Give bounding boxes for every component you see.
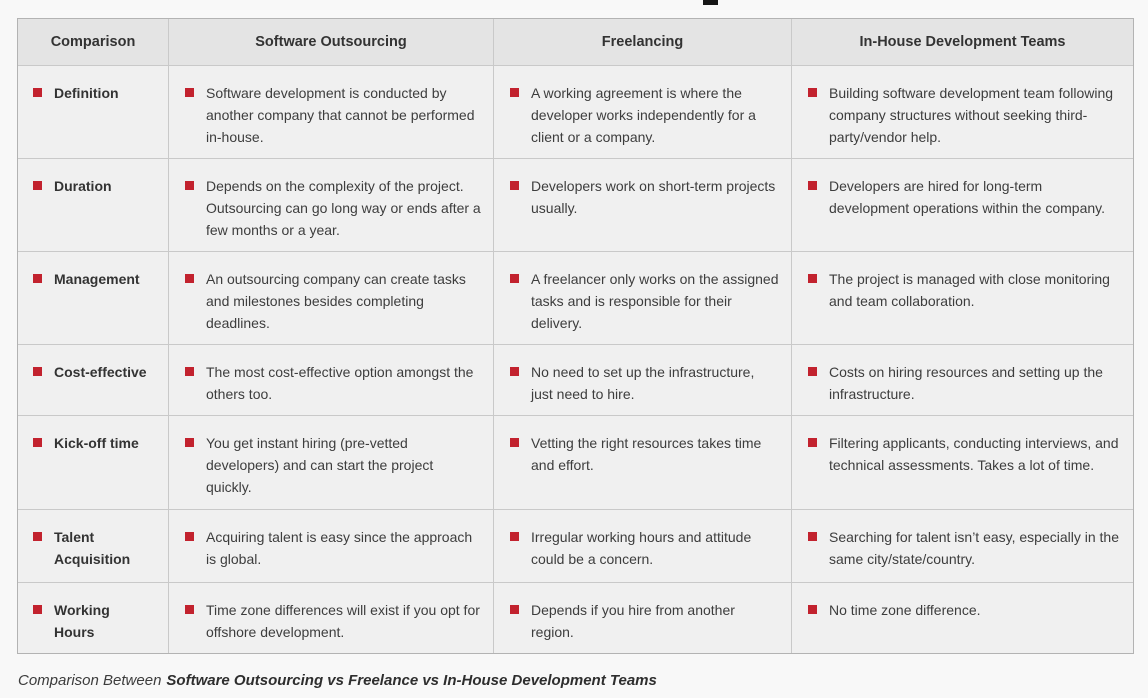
bullet-icon — [808, 532, 817, 541]
cell-text: Depends if you hire from another region. — [531, 602, 735, 640]
cell-text: The most cost-effective option amongst the others too. — [206, 364, 474, 402]
software-outsourcing-cell — [169, 345, 494, 415]
cell-text: The project is managed with close monitoring and team collaboration. — [829, 271, 1110, 309]
header-label: Freelancing — [601, 34, 684, 50]
bullet-icon — [33, 605, 42, 614]
bullet-icon — [808, 438, 817, 447]
row-label-cell — [18, 66, 169, 158]
table-row — [18, 344, 1133, 415]
cell-text: Depends on the complexity of the project. Outsourcing can go long way or ends after a few months or a year. — [206, 178, 481, 238]
bullet-icon — [185, 605, 194, 614]
header-label: Comparison — [50, 34, 136, 50]
in-house-cell — [792, 510, 1133, 582]
cell-text: Searching for talent isn’t easy, especially in the same city/state/country. — [829, 529, 1120, 567]
row-label-cell — [18, 252, 169, 344]
in-house-cell — [792, 159, 1133, 251]
cell-text: Vetting the right resources takes time and effort. — [531, 435, 762, 473]
bullet-icon — [510, 367, 519, 376]
bullet-icon — [33, 532, 42, 541]
row-label: Management — [54, 271, 140, 287]
cropped-title-fragment — [703, 0, 718, 5]
row-label-cell — [18, 416, 169, 509]
header-label: Software Outsourcing — [255, 34, 407, 50]
bullet-icon — [510, 605, 519, 614]
table-body — [18, 65, 1133, 653]
row-label: Definition — [54, 85, 119, 101]
cell-text: Software development is conducted by another company that cannot be performed in-house. — [206, 85, 475, 145]
row-label: Duration — [54, 178, 112, 194]
cell-text: Filtering applicants, conducting interviews, and technical assessments. Takes a lot of time. — [829, 435, 1119, 473]
cell-text: Acquiring talent is easy since the approach is global. — [206, 529, 473, 567]
freelancing-cell — [494, 416, 792, 509]
bullet-icon — [33, 88, 42, 97]
header-software-outsourcing — [169, 19, 494, 65]
in-house-cell — [792, 252, 1133, 344]
row-label: Kick-off time — [54, 435, 139, 451]
table-row — [18, 415, 1133, 509]
bullet-icon — [33, 367, 42, 376]
freelancing-cell — [494, 66, 792, 158]
table-row — [18, 251, 1133, 344]
freelancing-cell — [494, 510, 792, 582]
row-label: Working Hours — [54, 602, 110, 640]
in-house-cell — [792, 416, 1133, 509]
cell-text: Costs on hiring resources and setting up the infrastructure. — [829, 364, 1103, 402]
row-label: Cost-effective — [54, 364, 147, 380]
bullet-icon — [808, 274, 817, 283]
bullet-icon — [510, 438, 519, 447]
header-in-house — [792, 19, 1133, 65]
table-row — [18, 65, 1133, 158]
table-row — [18, 509, 1133, 582]
bullet-icon — [185, 367, 194, 376]
cell-text: No need to set up the infrastructure, just need to hire. — [531, 364, 755, 402]
bullet-icon — [510, 274, 519, 283]
in-house-cell — [792, 66, 1133, 158]
cell-text: Building software development team following company structures without seeking third-party/vendor help. — [829, 85, 1114, 145]
cell-text: Time zone differences will exist if you opt for offshore development. — [206, 602, 480, 640]
row-label-cell — [18, 583, 169, 653]
bullet-icon — [808, 367, 817, 376]
header-freelancing — [494, 19, 792, 65]
cell-text: No time zone difference. — [829, 602, 981, 618]
cell-text: Developers work on short-term projects usually. — [531, 178, 776, 216]
cell-text: An outsourcing company can create tasks and milestones besides completing deadlines. — [206, 271, 466, 331]
cell-text: Developers are hired for long-term development operations within the company. — [829, 178, 1106, 216]
caption-bold-text: Software Outsourcing vs Freelance vs In-House Development Teams — [166, 672, 657, 689]
cell-text: A freelancer only works on the assigned tasks and is responsible for their delivery. — [531, 271, 779, 331]
bullet-icon — [185, 181, 194, 190]
row-label-cell — [18, 159, 169, 251]
table-row — [18, 158, 1133, 251]
row-label: Talent Acquisition — [54, 529, 131, 567]
bullet-icon — [808, 181, 817, 190]
comparison-table — [17, 18, 1134, 654]
bullet-icon — [33, 181, 42, 190]
freelancing-cell — [494, 159, 792, 251]
software-outsourcing-cell — [169, 252, 494, 344]
software-outsourcing-cell — [169, 583, 494, 653]
table-header-row — [18, 19, 1133, 65]
in-house-cell — [792, 345, 1133, 415]
row-label-cell — [18, 510, 169, 582]
software-outsourcing-cell — [169, 416, 494, 509]
bullet-icon — [185, 438, 194, 447]
bullet-icon — [33, 274, 42, 283]
bullet-icon — [185, 532, 194, 541]
bullet-icon — [185, 274, 194, 283]
bullet-icon — [510, 181, 519, 190]
in-house-cell — [792, 583, 1133, 653]
bullet-icon — [808, 88, 817, 97]
caption-prefix: Comparison Between — [18, 672, 162, 689]
bullet-icon — [510, 532, 519, 541]
bullet-icon — [185, 88, 194, 97]
cell-text: Irregular working hours and attitude could be a concern. — [531, 529, 752, 567]
cell-text: A working agreement is where the developer works independently for a client or a company. — [531, 85, 756, 145]
software-outsourcing-cell — [169, 510, 494, 582]
freelancing-cell — [494, 252, 792, 344]
software-outsourcing-cell — [169, 159, 494, 251]
freelancing-cell — [494, 583, 792, 653]
header-label: In-House Development Teams — [859, 34, 1066, 50]
bullet-icon — [33, 438, 42, 447]
table-row — [18, 582, 1133, 653]
table-caption — [18, 672, 1134, 689]
cell-text: You get instant hiring (pre-vetted developers) and can start the project quickly. — [206, 435, 434, 495]
row-label-cell — [18, 345, 169, 415]
bullet-icon — [510, 88, 519, 97]
software-outsourcing-cell — [169, 66, 494, 158]
header-comparison — [18, 19, 169, 65]
bullet-icon — [808, 605, 817, 614]
freelancing-cell — [494, 345, 792, 415]
